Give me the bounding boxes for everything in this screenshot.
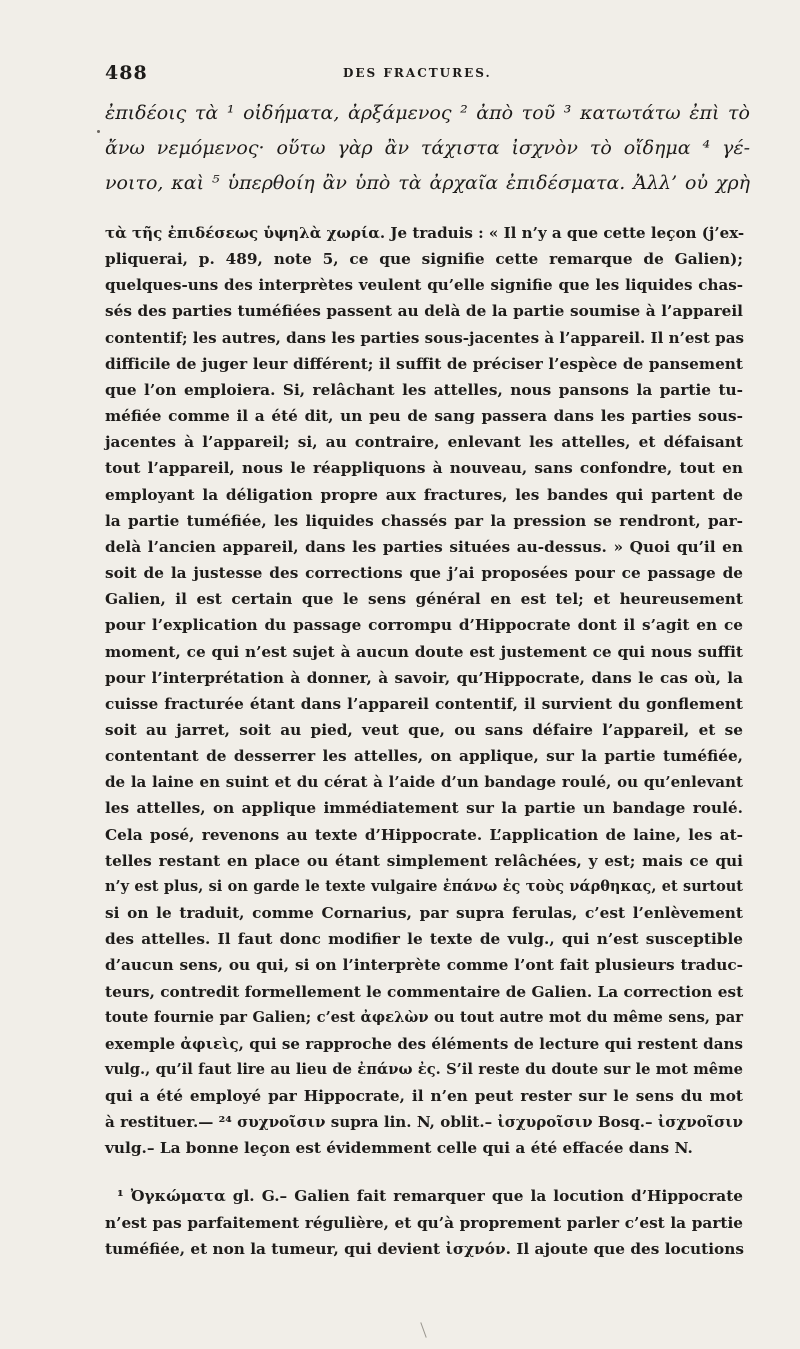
- commentary-line: contentant de desserrer les attelles, on applique, sur la partie tuméfiée,: [105, 747, 743, 766]
- footnote-block: [105, 1183, 743, 1263]
- commentary-line: telles restant en place ou étant simplement relâchées, y est; mais ce qui: [105, 851, 743, 870]
- commentary-line: soit au jarret, soit au pied, veut que, ou sans défaire l’appareil, et se: [105, 720, 743, 739]
- footnote-line: ¹ Ὀγκώματα gl. G.– Galien fait remarquer que la locution d’Hippocrate: [117, 1187, 743, 1205]
- commentary-line: soit de la justesse des corrections que j’ai proposées pour ce passage de: [105, 564, 743, 583]
- commentary-line: quelques-uns des interprètes veulent qu’elle signifie que les liquides chas-: [105, 276, 743, 295]
- commentary-line: τὰ τῆς ἐπιδέσεως ὑψηλὰ χωρία. Je traduis : « Il n’y a que cette leçon (j’ex-: [105, 224, 745, 242]
- commentary-line: pour l’interprétation à donner, à savoir, qu’Hippocrate, dans le cas où, la: [105, 668, 743, 687]
- commentary-line: pour l’explication du passage corrompu d’Hippocrate dont il s’agit en ce: [105, 616, 743, 635]
- commentary-line: si on le traduit, comme Cornarius, par supra ferulas, c’est l’enlèvement: [105, 904, 743, 923]
- commentary-line: tout l’appareil, nous le réappliquons à nouveau, sans confondre, tout en: [105, 459, 743, 478]
- commentary-line: n’y est plus, si on garde le texte vulgaire ἐπάνω ἐς τοὺς νάρθηκας, et surtout: [105, 877, 743, 895]
- greek-line: νοιτο, καὶ ⁵ ὑπερθοίη ἂν ὑπὸ τὰ ἀρχαῖα ἐπιδέσματα. Ἀλλ’ οὐ χρὴ: [105, 172, 750, 194]
- commentary-line: de la laine en suint et du cérat à l’aide d’un bandage roulé, ou qu’enlevant: [105, 773, 743, 792]
- greek-line: ἐπιδέοις τὰ ¹ οἰδήματα, ἀρξάμενος ² ἀπὸ τοῦ ³ κατωτάτω ἐπὶ τὸ: [105, 102, 750, 124]
- commentary-line: teurs, contredit formellement le commentaire de Galien. La correction est: [105, 982, 744, 1001]
- commentary-line: difficile de juger leur différent; il suffit de préciser l’espèce de pansement: [105, 354, 743, 373]
- commentary-line: vulg.– La bonne leçon est évidemment celle qui a été effacée dans N.: [105, 1139, 693, 1158]
- commentary-line: Galien, il est certain que le sens général en est tel; et heureusement: [105, 590, 743, 609]
- commentary-line: pliquerai, p. 489, note 5, ce que signifie cette remarque de Galien);: [105, 250, 743, 269]
- page-number: 488: [105, 62, 148, 84]
- footnote-line: tuméfiée, et non la tumeur, qui devient ἰσχνόν. Il ajoute que des locutions: [105, 1240, 744, 1258]
- page-header: [105, 62, 745, 90]
- commentary-line: à restituer.— ²⁴ συχνοῖσιν supra lin. N, oblit.– ἰσχυροῖσιν Bosq.– ἰσχνοῖσιν: [105, 1113, 743, 1132]
- commentary-line: vulg., qu’il faut lire au lieu de ἐπάνω ἐς. S’il reste du doute sur le mot même: [105, 1061, 743, 1078]
- scan-speck: [97, 130, 100, 133]
- commentary-line: qui a été employé par Hippocrate, il n’en peut rester sur le sens du mot: [105, 1087, 743, 1106]
- greek-text-block: [105, 96, 750, 201]
- commentary-line: que l’on emploiera. Si, relâchant les attelles, nous pansons la partie tu-: [105, 380, 743, 399]
- commentary-line: jacentes à l’appareil; si, au contraire, enlevant les attelles, et défaisant: [105, 433, 743, 452]
- commentary-line: les attelles, on applique immédiatement sur la partie un bandage roulé.: [105, 799, 743, 818]
- greek-line: ἄνω νεμόμενος· οὕτω γὰρ ἂν τάχιστα ἰσχνὸν τὸ οἴδημα ⁴ γέ-: [105, 137, 750, 159]
- commentary-line: moment, ce qui n’est sujet à aucun doute est justement ce qui nous suffit: [105, 642, 743, 661]
- commentary-line: cuisse fracturée étant dans l’appareil contentif, il survient du gonflement: [105, 694, 743, 713]
- commentary-line: des attelles. Il faut donc modifier le texte de vulg., qui n’est susceptible: [105, 930, 743, 949]
- footnote-line: n’est pas parfaitement régulière, et qu’à proprement parler c’est la partie: [105, 1213, 743, 1232]
- commentary-line: d’aucun sens, ou qui, si on l’interprète comme l’ont fait plusieurs traduc-: [105, 956, 743, 975]
- scan-mark: [420, 1322, 426, 1337]
- commentary-line: la partie tuméfiée, les liquides chassés par la pression se rendront, par-: [105, 511, 743, 530]
- commentary-line: contentif; les autres, dans les parties sous-jacentes à l’appareil. Il n’est pas: [105, 328, 744, 347]
- commentary-line: delà l’ancien appareil, dans les parties situées au-dessus. » Quoi qu’il en: [105, 537, 743, 556]
- commentary-block: [105, 220, 743, 1162]
- commentary-line: Cela posé, revenons au texte d’Hippocrate. L’application de laine, les at-: [105, 825, 743, 844]
- commentary-line: sés des parties tuméfiées passent au delà de la partie soumise à l’appareil: [105, 302, 743, 321]
- commentary-line: exemple ἀφιεὶς, qui se rapproche des éléments de lecture qui restent dans: [105, 1034, 743, 1053]
- commentary-line: toute fournie par Galien; c’est ἀφελὼν ou tout autre mot du même sens, par: [105, 1008, 743, 1026]
- commentary-line: employant la déligation propre aux fractures, les bandes qui partent de: [105, 485, 743, 504]
- running-title: DES FRACTURES.: [343, 66, 492, 80]
- commentary-line: méfiée comme il a été dit, un peu de sang passera dans les parties sous-: [105, 407, 743, 426]
